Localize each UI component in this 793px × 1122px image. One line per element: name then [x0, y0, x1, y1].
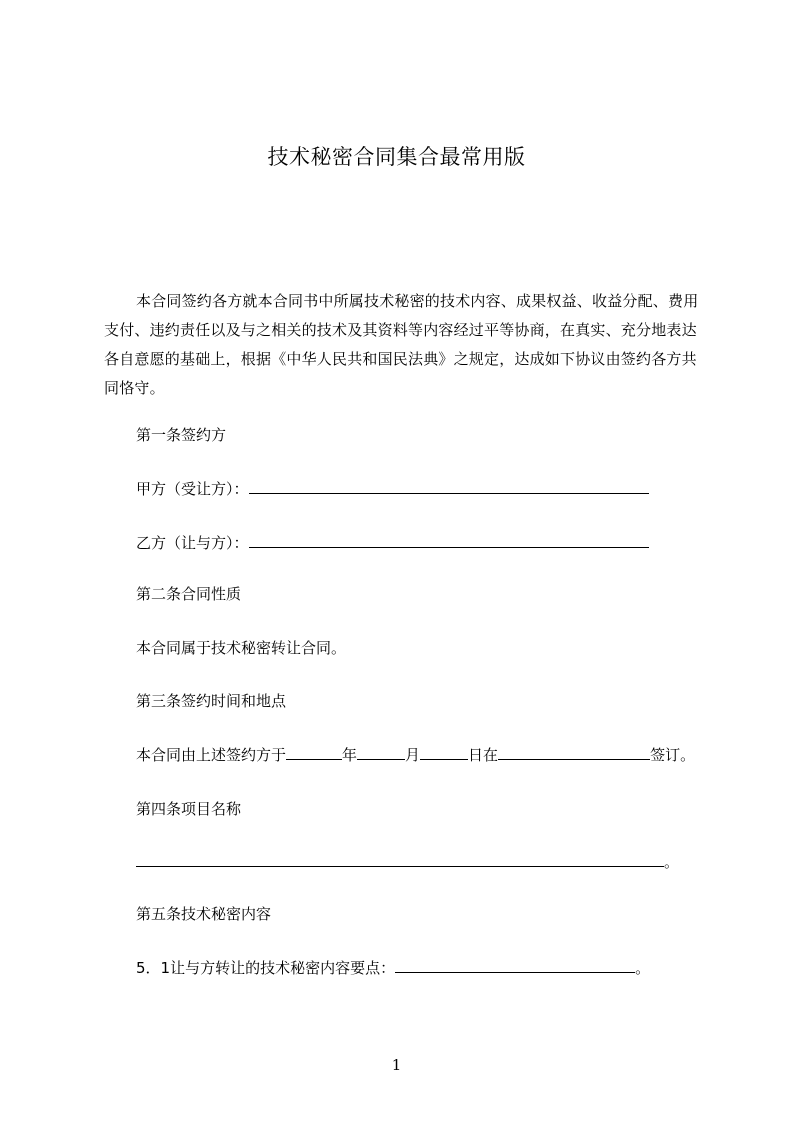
project-name-line: [136, 851, 679, 873]
party-b-line: [136, 532, 649, 554]
signing-prefix: 本合同由上述签约方于: [136, 746, 287, 764]
article-2-text: 本合同属于技术秘密转让合同。: [136, 639, 347, 657]
item-5-1-line: [136, 957, 650, 979]
item-5-1-suffix: 。: [635, 959, 651, 977]
project-name-suffix: 。: [664, 853, 680, 871]
document-title: 技术秘密合同集合最常用版: [267, 145, 526, 169]
place-blank: [498, 745, 650, 760]
project-name-blank: [136, 852, 664, 867]
intro-paragraph: 本合同签约各方就本合同书中所属技术秘密的技术内容、成果权益、收益分配、费用支付、违约责任以及与之相关的技术及其资料等内容经过平等协商，在真实、充分地表达各自意愿的基础上，根据《中华人民共和国民法典》之规定，达成如下协议由签约各方共同恪守。: [104, 292, 699, 397]
article-5-heading: 第五条技术秘密内容: [136, 905, 272, 923]
year-blank: [286, 745, 342, 760]
signing-date-line: [136, 744, 695, 766]
article-3-heading: 第三条签约时间和地点: [136, 692, 287, 710]
page-number: 1: [391, 1056, 402, 1074]
signing-suffix: 签订。: [650, 746, 696, 764]
day-label: 日在: [468, 746, 499, 764]
item-5-1-blank: [395, 958, 635, 973]
item-5-1-label: 5．1让与方转让的技术秘密内容要点：: [136, 959, 396, 977]
month-label: 月: [405, 746, 421, 764]
month-blank: [357, 745, 405, 760]
party-a-line: [136, 478, 649, 500]
day-blank: [420, 745, 468, 760]
party-a-blank: [249, 479, 649, 494]
article-4-heading: 第四条项目名称: [136, 800, 242, 818]
party-b-label: 乙方（让与方）：: [136, 534, 249, 552]
year-label: 年: [342, 746, 358, 764]
party-a-label: 甲方（受让方）：: [136, 480, 249, 498]
article-1-heading: 第一条签约方: [136, 426, 227, 444]
article-2-heading: 第二条合同性质: [136, 585, 242, 603]
party-b-blank: [249, 533, 649, 548]
